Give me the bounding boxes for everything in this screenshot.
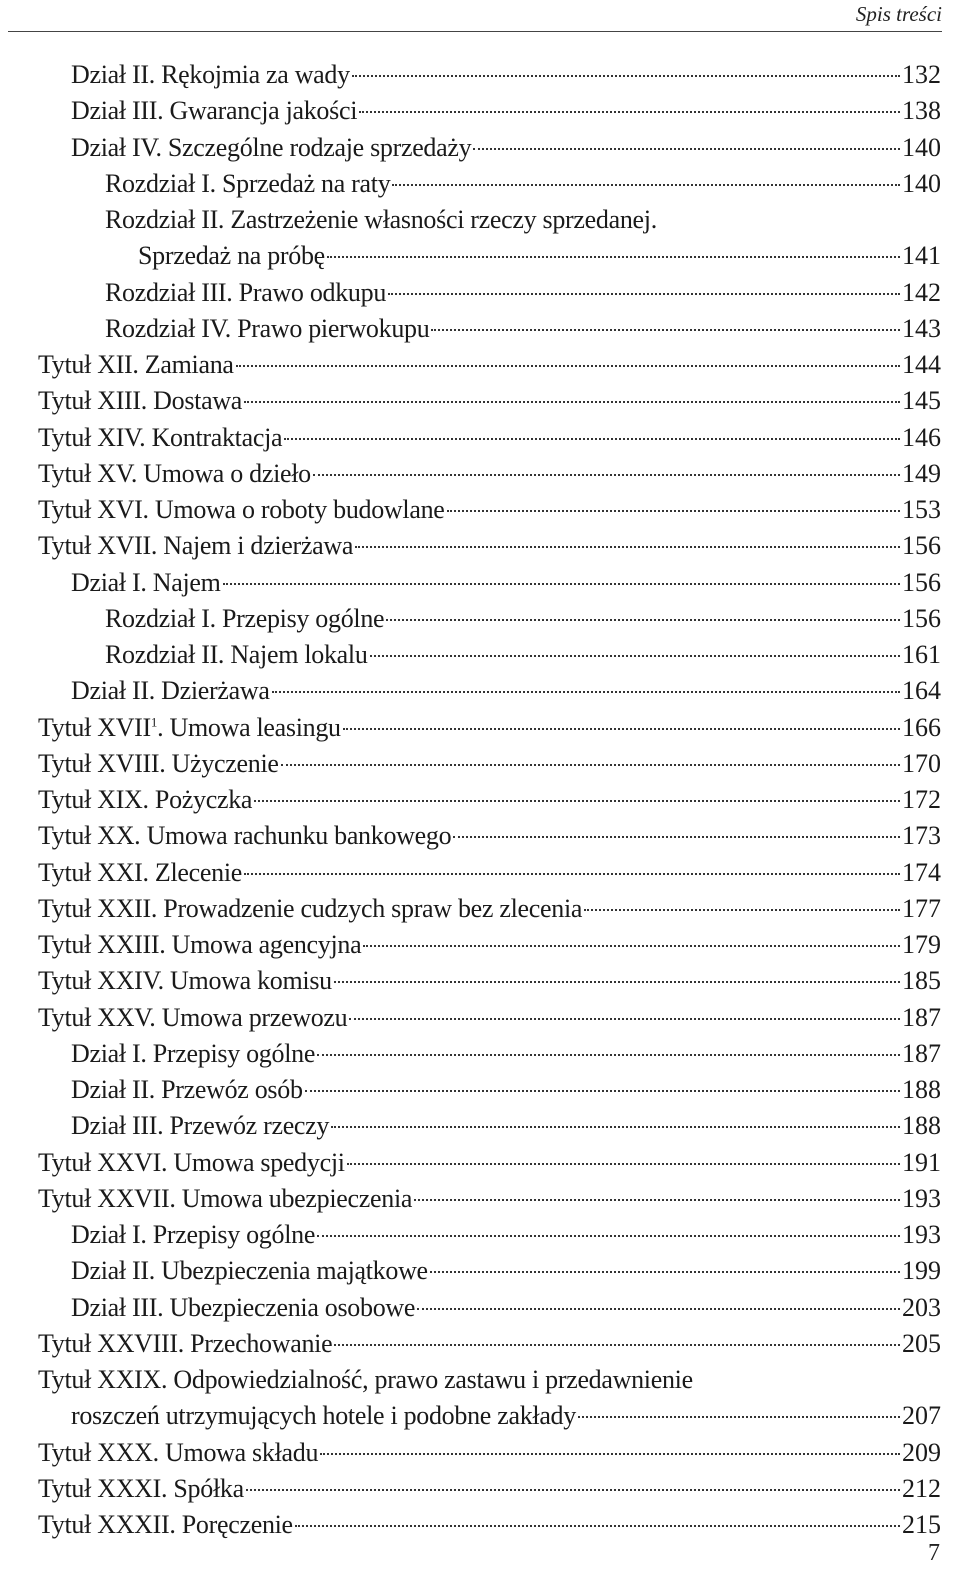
toc-row: [0, 1145, 960, 1181]
toc-entry[interactable]: [38, 1145, 941, 1181]
toc-row: [0, 637, 960, 673]
toc-leader-dots: [355, 546, 900, 548]
toc-entry-page: 144: [902, 350, 941, 379]
toc-entry-page: 141: [902, 241, 941, 271]
toc-leader-dots: [327, 256, 900, 258]
toc-leader-dots: [317, 1054, 900, 1056]
toc-entry[interactable]: [71, 93, 941, 129]
toc-entry-page: 212: [902, 1473, 941, 1503]
toc-entry-superscript: 1: [150, 713, 158, 729]
toc-entry-label: Dział III. Przewóz rzeczy: [71, 1111, 330, 1141]
toc-entry-label: Rozdział II. Zastrzeżenie własności rzeczy sprzedanej.: [105, 205, 657, 234]
toc-entry[interactable]: [138, 238, 941, 274]
toc-entry-page: 199: [902, 1256, 941, 1286]
toc-entry-label: Dział III. Gwarancja jakości: [71, 96, 358, 126]
toc-entry-label: Tytuł XXI. Zlecenie: [38, 857, 243, 887]
toc-leader-dots: [392, 184, 900, 186]
toc-leader-dots: [317, 1235, 900, 1237]
toc-row: [0, 1326, 960, 1362]
toc-leader-dots: [578, 1416, 900, 1418]
toc-leader-dots: [246, 1489, 900, 1491]
header-title: Spis treści: [855, 2, 942, 26]
toc-entry-label: Dział II. Dzierżawa: [71, 676, 270, 706]
toc-entry-label: Dział I. Przepisy ogólne: [71, 1220, 316, 1249]
toc-leader-dots: [347, 1163, 900, 1165]
toc-entry-page: 166: [902, 712, 941, 742]
toc-leader-dots: [343, 728, 900, 730]
toc-row: [0, 166, 960, 202]
toc-entry[interactable]: [105, 637, 941, 673]
toc-entry-page: 187: [902, 1002, 941, 1032]
toc-entry[interactable]: [71, 1253, 941, 1289]
toc-entry-page: 156: [902, 603, 941, 633]
toc-entry[interactable]: [71, 1290, 941, 1326]
toc-entry-page: 156: [902, 567, 941, 597]
toc-entry[interactable]: [105, 601, 941, 637]
toc-entry-page: 172: [902, 785, 941, 814]
toc-entry-label: Tytuł XXX. Umowa składu: [38, 1437, 319, 1467]
toc-entry[interactable]: [71, 57, 941, 93]
toc-entry-page: 193: [902, 1183, 941, 1213]
toc-entry-label: Tytuł XXII. Prowadzenie cudzych spraw bez zlecenia: [38, 893, 583, 923]
toc-entry[interactable]: [38, 347, 941, 383]
toc-leader-dots: [473, 148, 900, 150]
toc-leader-dots: [223, 583, 900, 585]
toc-entry-page: 140: [902, 168, 941, 198]
toc-entry[interactable]: [105, 311, 941, 347]
toc-entry-page: 185: [902, 966, 941, 996]
toc-entry-label: Tytuł XIX. Pożyczka: [38, 785, 253, 814]
toc-entry[interactable]: [38, 1435, 941, 1471]
toc-entry-label: Tytuł XXIX. Odpowiedzialność, prawo zastawu i przedawnienie: [38, 1365, 693, 1394]
toc-entry-page: 177: [902, 893, 941, 923]
toc-leader-dots: [236, 365, 900, 367]
toc-entry-label: Tytuł XXIV. Umowa komisu: [38, 966, 332, 996]
toc-row: [0, 1181, 960, 1217]
toc-row: [0, 565, 960, 601]
toc-entry[interactable]: [38, 1326, 941, 1362]
toc-row: [0, 347, 960, 383]
toc-entry-label: Dział III. Ubezpieczenia osobowe: [71, 1292, 416, 1322]
toc-entry-label: Tytuł XVII$^1$. Umowa leasingu: [38, 712, 341, 742]
toc-leader-dots: [320, 1453, 900, 1455]
toc-leader-dots: [414, 1199, 900, 1201]
toc-row: [0, 673, 960, 709]
toc-entry[interactable]: [38, 383, 941, 419]
toc-entry-page: 205: [902, 1328, 941, 1358]
toc-entry-label: Dział II. Rękojmia za wady: [71, 60, 350, 89]
toc-row: [0, 93, 960, 129]
toc-entry-label: Dział I. Przepisy ogólne: [71, 1038, 316, 1068]
toc-leader-dots: [453, 836, 900, 838]
toc-entry[interactable]: [71, 1398, 941, 1434]
header-rule: [8, 31, 942, 32]
toc-entry-label: roszczeń utrzymujących hotele i podobne zakłady: [71, 1401, 576, 1431]
toc-leader-dots: [386, 619, 900, 621]
toc-leader-dots: [349, 1018, 900, 1020]
toc-leader-dots: [359, 111, 900, 113]
toc-entry[interactable]: [71, 1108, 941, 1144]
toc-entry-page: 188: [902, 1075, 941, 1104]
toc-entry-label: Rozdział I. Sprzedaż na raty: [105, 168, 391, 198]
toc-entry-page: 191: [902, 1147, 941, 1177]
toc-entry[interactable]: [38, 456, 941, 492]
toc-entry-label: Tytuł XXVIII. Przechowanie: [38, 1328, 333, 1358]
toc-entry-page: 203: [902, 1292, 941, 1322]
toc-entry-label-suffix: . Umowa leasingu: [157, 712, 341, 742]
toc-leader-dots: [352, 75, 900, 77]
toc-entry-page: 215: [902, 1510, 941, 1539]
toc-entry[interactable]: [71, 1072, 941, 1108]
toc-entry[interactable]: [38, 855, 941, 891]
toc-leader-dots: [254, 800, 900, 802]
toc-entry-page: 164: [902, 676, 941, 706]
toc-entry[interactable]: [105, 275, 941, 311]
toc-entry-page: 145: [902, 386, 941, 416]
toc-entry[interactable]: [38, 528, 941, 564]
toc-entry[interactable]: [71, 673, 941, 709]
toc-entry[interactable]: [38, 746, 941, 782]
toc-row: [0, 963, 960, 999]
toc-entry-label: Rozdział IV. Prawo pierwokupu: [105, 313, 430, 343]
toc-row: [0, 746, 960, 782]
toc-entry-label: Sprzedaż na próbę: [138, 241, 325, 271]
toc-entry[interactable]: [71, 565, 941, 601]
toc-entry-label: Dział II. Przewóz osób: [71, 1075, 303, 1104]
toc-entry-label: Tytuł XXVII. Umowa ubezpieczenia: [38, 1183, 413, 1213]
toc-leader-dots: [331, 1126, 900, 1128]
toc-entry-label: Tytuł XV. Umowa o dzieło: [38, 458, 311, 488]
toc-entry-label: Dział II. Ubezpieczenia majątkowe: [71, 1256, 428, 1286]
toc-row: [0, 456, 960, 492]
toc-entry-page: 188: [902, 1111, 941, 1141]
toc-entry-page: 143: [902, 313, 941, 343]
toc-row: [0, 891, 960, 927]
toc-entry-label: Tytuł XX. Umowa rachunku bankowego: [38, 821, 452, 851]
toc-leader-dots: [417, 1308, 900, 1310]
toc-entry-page: 207: [902, 1401, 941, 1431]
toc-row: [0, 1108, 960, 1144]
toc-row: [0, 1072, 960, 1108]
toc-row: [0, 238, 960, 274]
toc-leader-dots: [388, 293, 900, 295]
toc-entry-page: 156: [902, 531, 941, 561]
toc-leader-dots: [313, 474, 900, 476]
toc-entry-label: Tytuł XVI. Umowa o roboty budowlane: [38, 495, 445, 524]
toc-entry[interactable]: [38, 1000, 941, 1036]
toc-entry-label: Tytuł XVIII. Użyczenie: [38, 748, 279, 778]
toc-row: [0, 1471, 960, 1507]
toc-entry[interactable]: [38, 963, 941, 999]
toc-leader-dots: [284, 438, 900, 440]
toc-entry-page: 174: [902, 857, 941, 887]
toc-entry-page: 142: [902, 277, 941, 307]
toc-row: [0, 782, 960, 818]
toc-row: [0, 710, 960, 746]
toc-leader-dots: [244, 873, 900, 875]
toc-entry-page: 132: [902, 60, 941, 89]
toc-entry[interactable]: [38, 818, 941, 854]
toc-entry-label: Dział I. Najem: [71, 567, 221, 597]
toc-entry[interactable]: [38, 1471, 941, 1507]
toc-entry-label: Tytuł XXIII. Umowa agencyjna: [38, 930, 362, 959]
toc-entry-label: Tytuł XXXI. Spółka: [38, 1473, 244, 1503]
toc-entry-page: 138: [902, 96, 941, 126]
toc-entry[interactable]: [38, 927, 941, 963]
toc-leader-dots: [334, 1344, 900, 1346]
toc-row: [0, 57, 960, 93]
toc-row: [0, 1435, 960, 1471]
toc-entry[interactable]: [38, 1181, 941, 1217]
toc-entry-page: 173: [902, 821, 941, 851]
toc-row: [0, 311, 960, 347]
toc-entry-page: 146: [902, 422, 941, 452]
toc-entry-page: 161: [902, 640, 941, 669]
toc-entry-label: Tytuł XXV. Umowa przewozu: [38, 1002, 348, 1032]
toc-entry-page: 193: [902, 1220, 941, 1249]
toc-row: [0, 528, 960, 564]
toc-leader-dots: [305, 1090, 900, 1092]
toc-row: [0, 1362, 960, 1398]
toc-row: [0, 1507, 960, 1543]
toc-leader-dots: [584, 909, 900, 911]
toc-entry-page: 209: [902, 1437, 941, 1467]
toc-leader-dots: [281, 764, 900, 766]
toc-row: [0, 383, 960, 419]
toc-leader-dots: [334, 981, 900, 983]
toc-leader-dots: [431, 329, 900, 331]
toc-row: [0, 1398, 960, 1434]
toc-row: [0, 202, 960, 238]
toc-row: [0, 1253, 960, 1289]
page-number: 7: [928, 1540, 940, 1566]
toc-leader-dots: [295, 1525, 900, 1527]
toc-entry-label: Tytuł XII. Zamiana: [38, 350, 234, 379]
toc-row: [0, 130, 960, 166]
toc-entry-page: 149: [902, 458, 941, 488]
toc-row: [0, 855, 960, 891]
toc-entry-page: 140: [902, 132, 941, 162]
toc-row: [0, 1217, 960, 1253]
toc-entry[interactable]: [38, 782, 941, 818]
toc-row: [0, 1036, 960, 1072]
toc-entry[interactable]: [105, 166, 941, 202]
toc-row: [0, 275, 960, 311]
toc-entry-label: Rozdział III. Prawo odkupu: [105, 277, 387, 307]
toc-row: [0, 927, 960, 963]
toc-entry[interactable]: [38, 1507, 941, 1543]
toc-entry-label: Tytuł XXVI. Umowa spedycji: [38, 1147, 345, 1177]
toc-entry-label: Tytuł XXXII. Poręczenie: [38, 1510, 293, 1539]
toc-entry[interactable]: [71, 1036, 941, 1072]
toc-row: [0, 818, 960, 854]
toc-leader-dots: [363, 945, 900, 947]
toc-entry[interactable]: [38, 420, 941, 456]
toc-entry[interactable]: [38, 492, 941, 528]
toc-entry-page: 187: [902, 1038, 941, 1068]
toc-leader-dots: [430, 1271, 900, 1273]
toc-entry-label: Tytuł XIV. Kontraktacja: [38, 422, 283, 452]
toc-row: [0, 1000, 960, 1036]
toc-row: [0, 492, 960, 528]
toc-leader-dots: [244, 401, 900, 403]
toc-leader-dots: [272, 691, 900, 693]
toc-entry-label: Rozdział I. Przepisy ogólne: [105, 603, 385, 633]
toc-entry-page: 170: [902, 748, 941, 778]
toc-entry-page: 179: [902, 930, 941, 959]
toc-row: [0, 1290, 960, 1326]
toc-row: [0, 601, 960, 637]
toc-entry-label: Rozdział II. Najem lokalu: [105, 640, 368, 669]
toc-entry[interactable]: [71, 1217, 941, 1253]
toc-entry-page: 153: [902, 495, 941, 524]
toc-row: [0, 420, 960, 456]
toc-entry[interactable]: [38, 891, 941, 927]
toc-entry-label: Tytuł XVII. Najem i dzierżawa: [38, 531, 354, 561]
toc-leader-dots: [370, 655, 900, 657]
toc-entry-label: Tytuł XIII. Dostawa: [38, 386, 243, 416]
toc-entry[interactable]: [38, 710, 941, 746]
toc-entry[interactable]: [71, 130, 941, 166]
toc-entry-label: Dział IV. Szczególne rodzaje sprzedaży: [71, 132, 472, 162]
toc-leader-dots: [447, 510, 900, 512]
